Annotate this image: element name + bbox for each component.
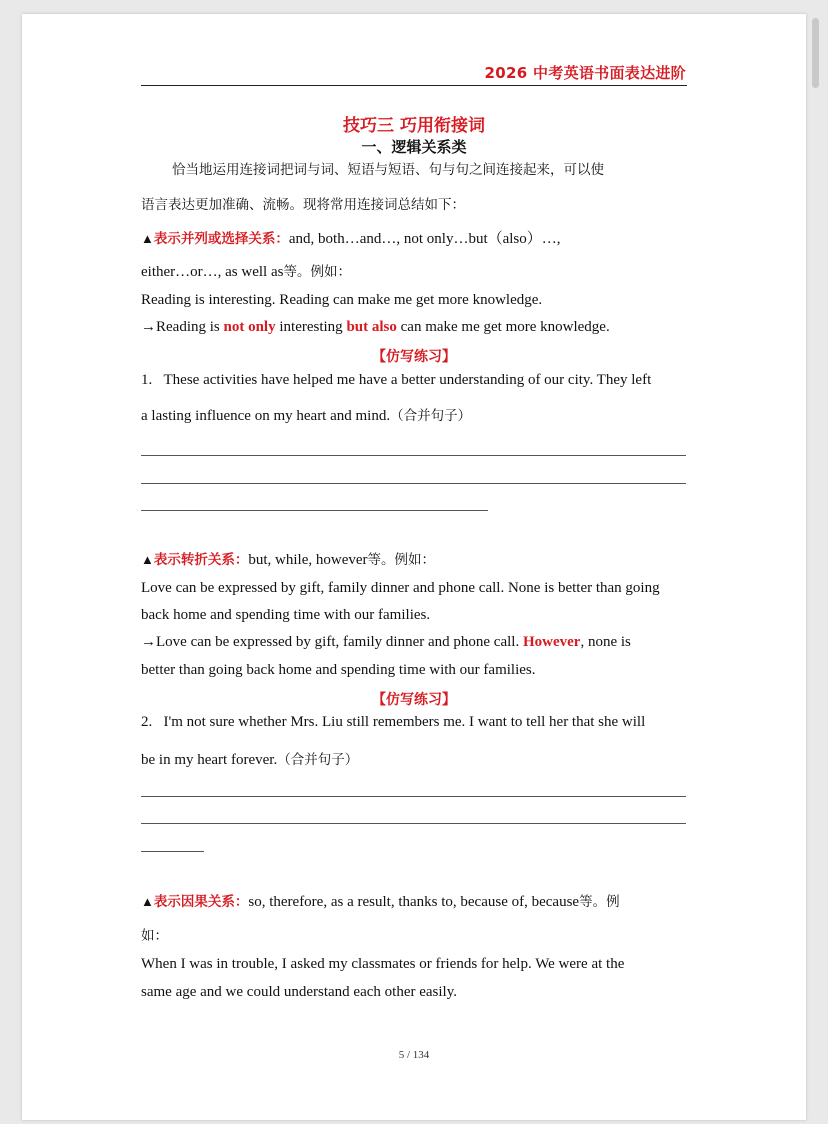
section3-label: 表示因果关系：	[153, 894, 249, 910]
exercise1-line1	[141, 372, 651, 389]
section3-example-1: When I was in trouble, I asked my classmates or friends for help. We were at the	[141, 956, 625, 972]
section1-words: and, both…and…, not only…but（also）…,	[288, 231, 561, 247]
section1-tail: 等。例如：	[283, 264, 351, 280]
answer-line[interactable]	[141, 455, 686, 456]
exercise2-number: 2.	[141, 714, 153, 730]
triangle-marker-icon: ▲	[141, 231, 154, 246]
scrollbar-thumb[interactable]	[812, 18, 819, 88]
page-number: 5 / 134	[398, 1049, 430, 1061]
exercise2-text: I'm not sure whether Mrs. Liu still remembers me. I want to tell her that she will	[163, 714, 646, 730]
exercise1-text: These activities have helped me have a better understanding of our city. They left	[163, 372, 652, 388]
section2-heading	[141, 548, 435, 569]
section2-example-1: Love can be expressed by gift, family dinner and phone call. None is better than going	[141, 580, 660, 596]
exercise1-hint: （合并句子）	[390, 408, 472, 424]
triangle-marker-icon: ▲	[141, 552, 154, 567]
rewrite-text: →Reading is	[141, 319, 224, 335]
section1-example: Reading is interesting. Reading can make me get more knowledge.	[141, 292, 543, 308]
answer-line[interactable]	[141, 510, 488, 511]
rewrite-text: interesting	[275, 319, 347, 335]
highlight-not-only: not only	[223, 319, 276, 335]
section3-tail: 等。例	[579, 894, 620, 910]
intro-line-1: 恰当地运用连接词把词与词、短语与短语、句与句之间连接起来，可以使	[172, 162, 604, 178]
exercise1-line2	[141, 404, 471, 425]
exercise1-number: 1.	[141, 372, 153, 388]
rewrite-text: , none is	[580, 634, 631, 650]
section1-words-cont: either…or…, as well as	[141, 264, 284, 280]
section3-tail-cont: 如：	[141, 928, 168, 944]
section3-words: so, therefore, as a result, thanks to, because of, because	[248, 894, 580, 910]
exercise2-line2	[141, 748, 358, 769]
section2-rewrite-2: better than going back home and spending time with our families.	[141, 662, 536, 678]
section3-heading	[141, 890, 620, 911]
exercise1-text-2: a lasting influence on my heart and mind.	[141, 408, 391, 424]
answer-line[interactable]	[141, 851, 204, 852]
section1-heading	[141, 227, 561, 248]
section2-tail: 等。例如：	[367, 552, 436, 568]
section1-rewrite	[141, 319, 610, 336]
answer-line[interactable]	[141, 823, 686, 824]
exercise2-line1	[141, 714, 645, 731]
practice-label-1: 【仿写练习】	[372, 349, 456, 365]
header-divider	[141, 85, 687, 86]
section3-example-2: same age and we could understand each other easily.	[141, 984, 457, 1000]
section2-rewrite	[141, 634, 631, 651]
series-header: 2026 中考英语书面表达进阶	[484, 64, 686, 82]
exercise2-hint: （合并句子）	[277, 752, 359, 768]
answer-line[interactable]	[141, 483, 686, 484]
rewrite-text: can make me get more knowledge.	[396, 319, 610, 335]
section2-words: but, while, however	[248, 552, 368, 568]
triangle-marker-icon: ▲	[141, 894, 154, 909]
practice-label-2: 【仿写练习】	[372, 692, 456, 708]
section1-heading-cont	[141, 260, 351, 281]
section1-label: 表示并列或选择关系：	[153, 231, 289, 247]
answer-line[interactable]	[141, 796, 686, 797]
section2-label: 表示转折关系：	[153, 552, 249, 568]
section-heading: 一、逻辑关系类	[361, 138, 467, 156]
section2-example-2: back home and spending time with our families.	[141, 607, 431, 623]
rewrite-text: →Love can be expressed by gift, family dinner and phone call.	[141, 634, 523, 650]
highlight-but-also: but also	[346, 319, 397, 335]
highlight-however: However	[522, 634, 581, 650]
intro-line-2: 语言表达更加准确、流畅。现将常用连接词总结如下：	[141, 197, 465, 213]
page-title: 技巧三 巧用衔接词	[343, 116, 485, 136]
exercise2-text-2: be in my heart forever.	[141, 752, 278, 768]
